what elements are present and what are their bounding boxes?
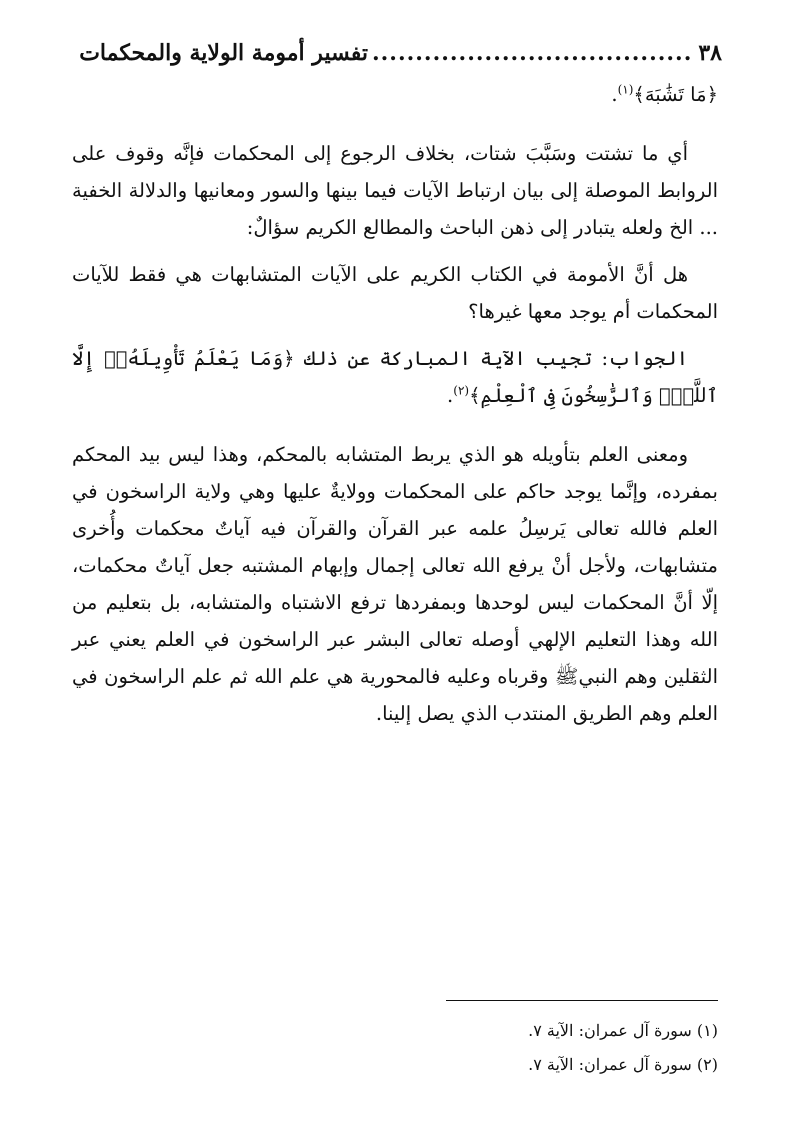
quran-quote: ﴿وَمَا يَعْلَمُ تَأْوِيلَهُۥٓ إِلَّا ٱللَّهُۗ وَٱلرَّٰسِخُونَ فِى ٱلْعِلْمِ﴾: [72, 347, 718, 407]
footnote-ref-1: (١): [617, 82, 634, 97]
paragraph-4: ومعنى العلم بتأويله هو الذي يربط المتشابه بالمحكم، وهذا ليس بيد المحكم بمفرده، وإنَّما يوجد حاكم على المحكمات وولايةٌ عليها وهي ولاية الراسخون في العلم فالله تعالى يَرسِلُ علمه عبر القرآن والقرآن فيه آياتٌ محكمات وأُخرى متشابهات، ولأجل أنْ يرفع الله تعالى إجمال وإبهام المشتبه جعل آياتٌ محكمات، إلّا أنَّ المحكمات ليس لوحدها وبمفردها ترفع الاشتباه والمتشابه، بل بتعليم من الله وهذا التعليم الإلهي أوصله تعالى البشر عبر الراسخون في العلم يعني عبر الثقلين وهم النبيﷺ وقرباه وعليه فالمحورية هي علم الله ثم علم الراسخون في العلم وهم الطريق المنتدب الذي يصل إلينا.: [72, 443, 718, 725]
paragraph-2: هل أنَّ الأمومة في الكتاب الكريم على الآيات المتشابهات هي فقط للآيات المحكمات أم يوجد معها غيرها؟: [72, 263, 718, 323]
page-number: ٣٨: [698, 40, 722, 66]
period: .: [611, 83, 618, 106]
quran-quote: ﴿مَا تَشَٰبَهَ﴾: [633, 83, 718, 106]
footnote-1: (١) سورة آل عمران: الآية ٧.: [528, 1021, 718, 1040]
header-leader-dots: .....................................: [371, 40, 693, 66]
footnote-divider: [446, 1000, 718, 1001]
footnotes: [74, 1014, 718, 1082]
running-header: [70, 36, 722, 70]
paragraph-3: [72, 340, 718, 414]
answer-intro: الجواب: تجيب الآية المباركة عن ذلك: [303, 347, 689, 370]
main-text: [72, 76, 718, 732]
period: .: [447, 384, 454, 407]
quote-continuation: [72, 76, 718, 113]
footnote-ref-2: (٢): [453, 383, 470, 398]
footnote-2: (٢) سورة آل عمران: الآية ٧.: [528, 1055, 718, 1074]
paragraph-1: أي ما تشتت وسَبَّبَ شتات، بخلاف الرجوع إلى المحكمات فإنَّه وقوف على الروابط الموصلة إلى بيان ارتباط الآيات فيما بينها والسور ومعانيها والدلالة الخفية ... الخ ولعله يتبادر إلى ذهن الباحث والمطالع الكريم سؤالٌ:: [72, 142, 718, 239]
header-title: تفسير أمومة الولاية والمحكمات: [79, 40, 368, 66]
